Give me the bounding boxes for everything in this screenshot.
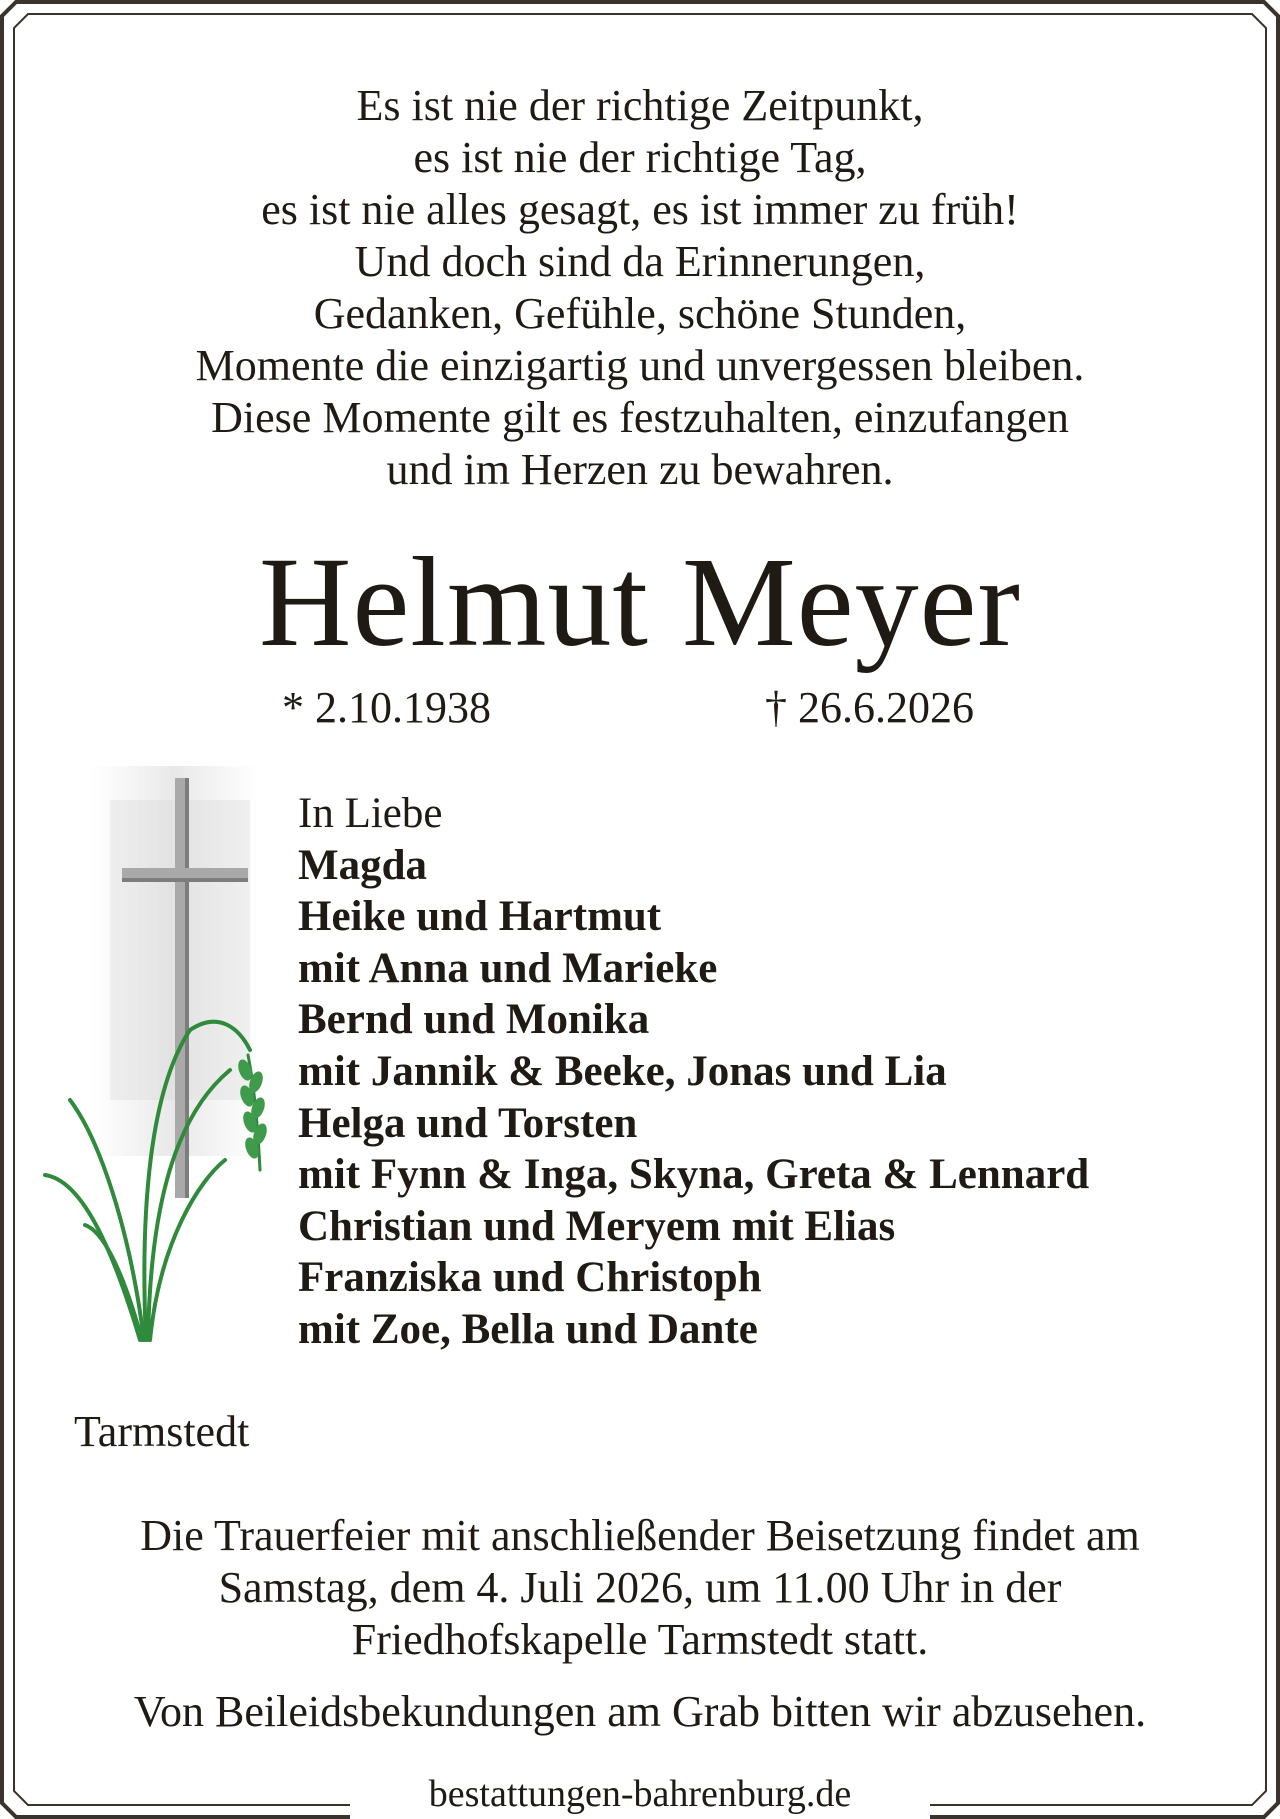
death-date: † 26.6.2026 [765, 683, 974, 732]
mourner-line: Heike und Hartmut [298, 893, 662, 941]
poem-line: es ist nie der richtige Tag, [413, 133, 867, 182]
deceased-name: Helmut Meyer [259, 531, 1021, 673]
cross-wheat-illustration [40, 760, 300, 1360]
poem-line: Momente die einzigartig und unvergessen bleiben. [195, 341, 1085, 390]
mourner-line: Christian und Meryem mit Elias [298, 1202, 896, 1250]
poem-line: Es ist nie der richtige Zeitpunkt, [356, 81, 924, 130]
poem [90, 80, 1190, 496]
poem-line: und im Herzen zu bewahren. [386, 445, 894, 494]
mourner-line: mit Jannik & Beeke, Jonas und Lia [298, 1047, 947, 1095]
service-line: Die Trauerfeier mit anschließender Beisetzung findet am [140, 1511, 1140, 1560]
funeral-service-info [60, 1510, 1220, 1666]
poem-line: Und doch sind da Erinnerungen, [354, 237, 926, 286]
mourner-line: mit Anna und Marieke [298, 944, 718, 992]
mourner-line: Helga und Torsten [298, 1099, 638, 1147]
birth-date: * 2.10.1938 [282, 683, 491, 732]
mourner-line: mit Zoe, Bella und Dante [298, 1305, 758, 1353]
poem-line: Gedanken, Gefühle, schöne Stunden, [313, 289, 967, 338]
mourners-intro: In Liebe [298, 790, 443, 837]
poem-line: es ist nie alles gesagt, es ist immer zu früh! [261, 185, 1019, 234]
mourner-line: Franziska und Christoph [298, 1254, 762, 1302]
condolence-note: Von Beileidsbekundungen am Grab bitten wir abzusehen. [133, 1687, 1147, 1736]
service-line: Samstag, dem 4. Juli 2026, um 11.00 Uhr in der [218, 1563, 1062, 1612]
poem-line: Diese Momente gilt es festzuhalten, einzufangen [211, 393, 1069, 442]
mourners-list [298, 788, 1089, 1356]
website-label: bestattungen-bahrenburg.de [428, 1773, 852, 1815]
mourner-line: Bernd und Monika [298, 996, 650, 1044]
mourner-line: mit Fynn & Inga, Skyna, Greta & Lennard [298, 1151, 1090, 1199]
place-name: Tarmstedt [74, 1407, 250, 1456]
service-line: Friedhofskapelle Tarmstedt statt. [351, 1615, 929, 1664]
mourner-line: Magda [298, 841, 427, 889]
